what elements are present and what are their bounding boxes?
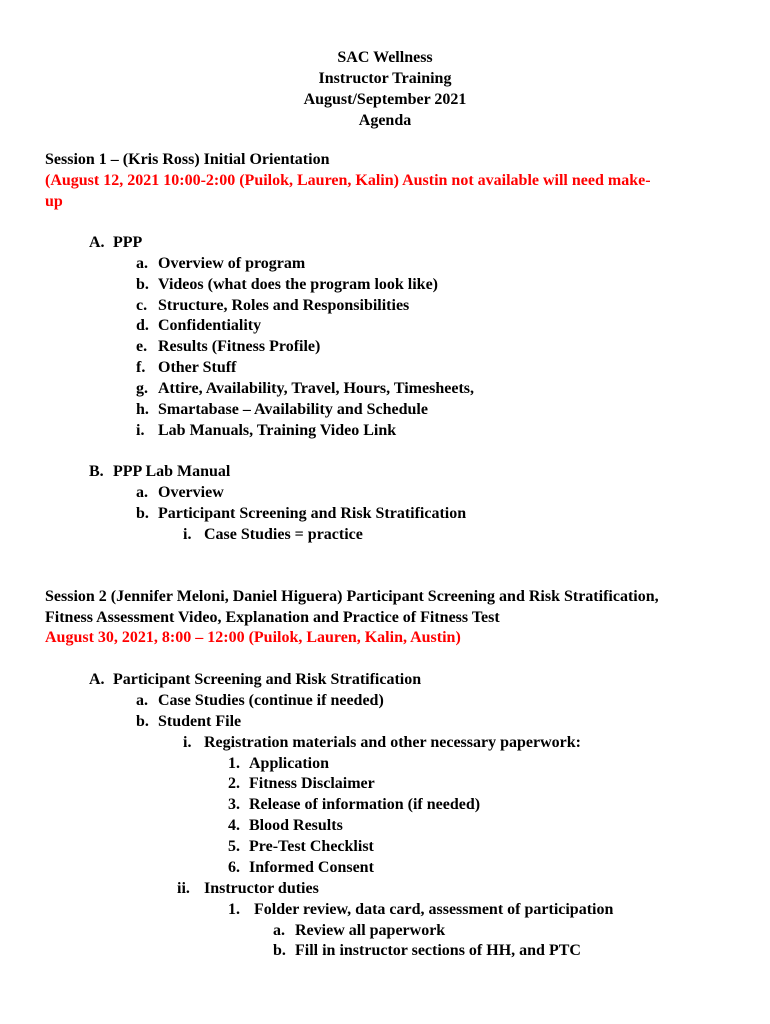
list-item-label: Review all paperwork bbox=[295, 922, 446, 939]
doc-title-agenda: Agenda bbox=[358, 112, 412, 129]
list-item-label: Informed Consent bbox=[249, 859, 374, 876]
list-item-label: Confidentiality bbox=[158, 317, 262, 334]
list-marker: c. bbox=[136, 297, 148, 314]
list-item-label: Registration materials and other necessary paperwork: bbox=[204, 734, 581, 751]
list-marker: b. bbox=[136, 505, 149, 522]
list-marker: i. bbox=[183, 526, 192, 543]
list-marker: i. bbox=[183, 734, 192, 751]
list-marker: a. bbox=[136, 255, 148, 272]
list-item-label: Smartabase – Availability and Schedule bbox=[158, 401, 428, 418]
list-marker: 5. bbox=[228, 838, 240, 855]
list-marker: 1. bbox=[228, 755, 240, 772]
list-marker: d. bbox=[136, 317, 149, 334]
list-item-label: Release of information (if needed) bbox=[249, 796, 481, 813]
section-label: Participant Screening and Risk Stratification bbox=[113, 671, 422, 688]
list-marker: 6. bbox=[228, 859, 240, 876]
list-item-label: Blood Results bbox=[249, 817, 343, 834]
list-item-label: Pre-Test Checklist bbox=[249, 838, 374, 855]
list-item-label: Case Studies = practice bbox=[204, 526, 363, 543]
list-item-label: Fitness Disclaimer bbox=[249, 775, 375, 792]
list-marker: f. bbox=[136, 359, 146, 376]
list-item-label: Results (Fitness Profile) bbox=[158, 338, 321, 355]
list-marker: 4. bbox=[228, 817, 240, 834]
list-marker: a. bbox=[136, 692, 148, 709]
session2-date: August 30, 2021, 8:00 – 12:00 (Puilok, Lauren, Kalin, Austin) bbox=[45, 629, 461, 646]
list-item-label: Application bbox=[249, 755, 330, 772]
list-item-label: Case Studies (continue if needed) bbox=[158, 692, 384, 709]
list-marker: i. bbox=[136, 422, 145, 439]
doc-title-training: Instructor Training bbox=[318, 70, 452, 87]
list-marker: e. bbox=[136, 338, 148, 355]
session2-title-line1: Session 2 (Jennifer Meloni, Daniel Higuera) Participant Screening and Risk Stratification, bbox=[45, 588, 659, 605]
list-marker: b. bbox=[136, 713, 149, 730]
doc-title-date: August/September 2021 bbox=[303, 91, 467, 108]
list-item-label: Student File bbox=[158, 713, 242, 730]
list-item-label: Overview bbox=[158, 484, 224, 501]
list-marker: h. bbox=[136, 401, 149, 418]
list-marker: 1. bbox=[228, 901, 240, 918]
list-marker: B. bbox=[89, 463, 104, 480]
list-item-label: Other Stuff bbox=[158, 359, 237, 376]
section-label: PPP Lab Manual bbox=[113, 463, 231, 480]
list-marker: 3. bbox=[228, 796, 240, 813]
list-item-label: Instructor duties bbox=[204, 880, 319, 897]
doc-title-org: SAC Wellness bbox=[337, 49, 433, 66]
list-marker: b. bbox=[273, 942, 286, 959]
list-marker: g. bbox=[136, 380, 148, 397]
list-item-label: Videos (what does the program look like) bbox=[158, 276, 438, 293]
list-item-label: Folder review, data card, assessment of participation bbox=[254, 901, 614, 918]
section-label: PPP bbox=[113, 234, 143, 251]
session1-date-line1: (August 12, 2021 10:00-2:00 (Puilok, Lauren, Kalin) Austin not available will need make- bbox=[45, 172, 651, 189]
list-item-label: Attire, Availability, Travel, Hours, Timesheets, bbox=[158, 380, 474, 397]
session2-title-line2: Fitness Assessment Video, Explanation and Practice of Fitness Test bbox=[45, 609, 500, 626]
list-marker: 2. bbox=[228, 775, 240, 792]
list-item-label: Participant Screening and Risk Stratification bbox=[158, 505, 467, 522]
list-item-label: Structure, Roles and Responsibilities bbox=[158, 297, 410, 314]
list-item-label: Overview of program bbox=[158, 255, 306, 272]
session1-title: Session 1 – (Kris Ross) Initial Orientation bbox=[45, 151, 330, 168]
list-item-label: Fill in instructor sections of HH, and PTC bbox=[295, 942, 581, 959]
list-marker: ii. bbox=[177, 880, 190, 897]
list-marker: A. bbox=[89, 234, 105, 251]
list-marker: a. bbox=[273, 922, 285, 939]
list-marker: A. bbox=[89, 671, 105, 688]
list-item-label: Lab Manuals, Training Video Link bbox=[158, 422, 397, 439]
list-marker: b. bbox=[136, 276, 149, 293]
session1-date-line2: up bbox=[45, 193, 63, 210]
list-marker: a. bbox=[136, 484, 148, 501]
